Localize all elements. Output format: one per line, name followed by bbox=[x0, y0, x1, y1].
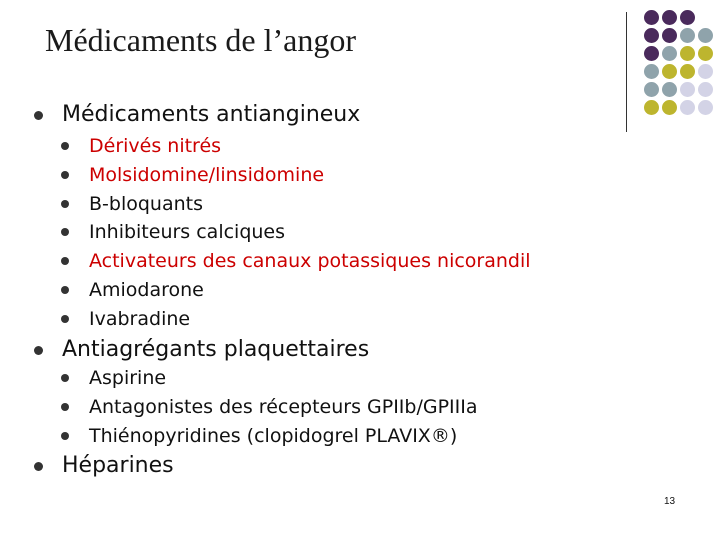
dot bbox=[698, 46, 713, 61]
list-item bbox=[89, 164, 324, 186]
dot bbox=[662, 46, 677, 61]
list-item-label: Inhibiteurs calciques bbox=[89, 221, 286, 243]
title-divider-line bbox=[626, 12, 627, 132]
list-item-label: Antagonistes des récepteurs GPIIb/GPIIIa bbox=[89, 396, 478, 418]
bullet-dot bbox=[61, 142, 69, 150]
bullet-dot bbox=[34, 346, 43, 355]
dot bbox=[680, 10, 695, 25]
bullet-dot bbox=[61, 200, 69, 208]
list-item bbox=[89, 396, 478, 418]
dot bbox=[644, 46, 659, 61]
list-item bbox=[89, 250, 531, 272]
list-item-label: Dérivés nitrés bbox=[89, 135, 222, 157]
bullet-dot bbox=[34, 462, 43, 471]
bullet-dot bbox=[61, 315, 69, 323]
list-item bbox=[62, 337, 369, 362]
bullet-dot bbox=[61, 286, 69, 294]
dot bbox=[644, 28, 659, 43]
bullet-dot bbox=[61, 228, 69, 236]
dot bbox=[644, 64, 659, 79]
slide-title: Médicaments de l’angor bbox=[45, 22, 356, 58]
decorative-dot-grid bbox=[640, 10, 720, 120]
list-item-label: Aspirine bbox=[89, 367, 167, 389]
dot bbox=[680, 64, 695, 79]
dot bbox=[680, 100, 695, 115]
list-item-label: Activateurs des canaux potassiques nicorandil bbox=[89, 250, 531, 272]
list-item-label: Β-bloquants bbox=[89, 193, 203, 215]
dot bbox=[680, 28, 695, 43]
dot bbox=[644, 100, 659, 115]
list-item bbox=[89, 135, 221, 157]
dot bbox=[698, 82, 713, 97]
bullet-dot bbox=[61, 403, 69, 411]
dot bbox=[662, 100, 677, 115]
list-item-label: Ivabradine bbox=[89, 308, 191, 330]
page-number: 13 bbox=[664, 496, 676, 507]
dot bbox=[662, 64, 677, 79]
dot bbox=[644, 10, 659, 25]
bullet-dot bbox=[61, 374, 69, 382]
bullet-dot bbox=[61, 257, 69, 265]
list-item bbox=[89, 193, 203, 215]
dot bbox=[662, 10, 677, 25]
dot bbox=[680, 46, 695, 61]
list-item-label: Antiagrégants plaquettaires bbox=[62, 337, 370, 362]
list-item-label: Héparines bbox=[62, 453, 174, 478]
dot bbox=[644, 82, 659, 97]
list-item-label: Médicaments antiangineux bbox=[62, 102, 361, 127]
dot bbox=[662, 28, 677, 43]
list-item bbox=[89, 221, 285, 243]
list-item-label: Thiénopyridines (clopidogrel PLAVIX®) bbox=[89, 425, 458, 447]
dot bbox=[698, 28, 713, 43]
dot bbox=[662, 82, 677, 97]
bullet-dot bbox=[61, 171, 69, 179]
dot bbox=[698, 100, 713, 115]
list-item bbox=[62, 102, 360, 127]
list-item bbox=[62, 453, 174, 478]
list-item bbox=[89, 367, 166, 389]
list-item bbox=[89, 279, 204, 301]
bullet-dot bbox=[34, 111, 43, 120]
dot bbox=[680, 82, 695, 97]
list-item-label: Molsidomine/linsidomine bbox=[89, 164, 325, 186]
list-item bbox=[89, 308, 190, 330]
list-item bbox=[89, 425, 457, 447]
dot bbox=[698, 64, 713, 79]
bullet-dot bbox=[61, 432, 69, 440]
list-item-label: Amiodarone bbox=[89, 279, 204, 301]
